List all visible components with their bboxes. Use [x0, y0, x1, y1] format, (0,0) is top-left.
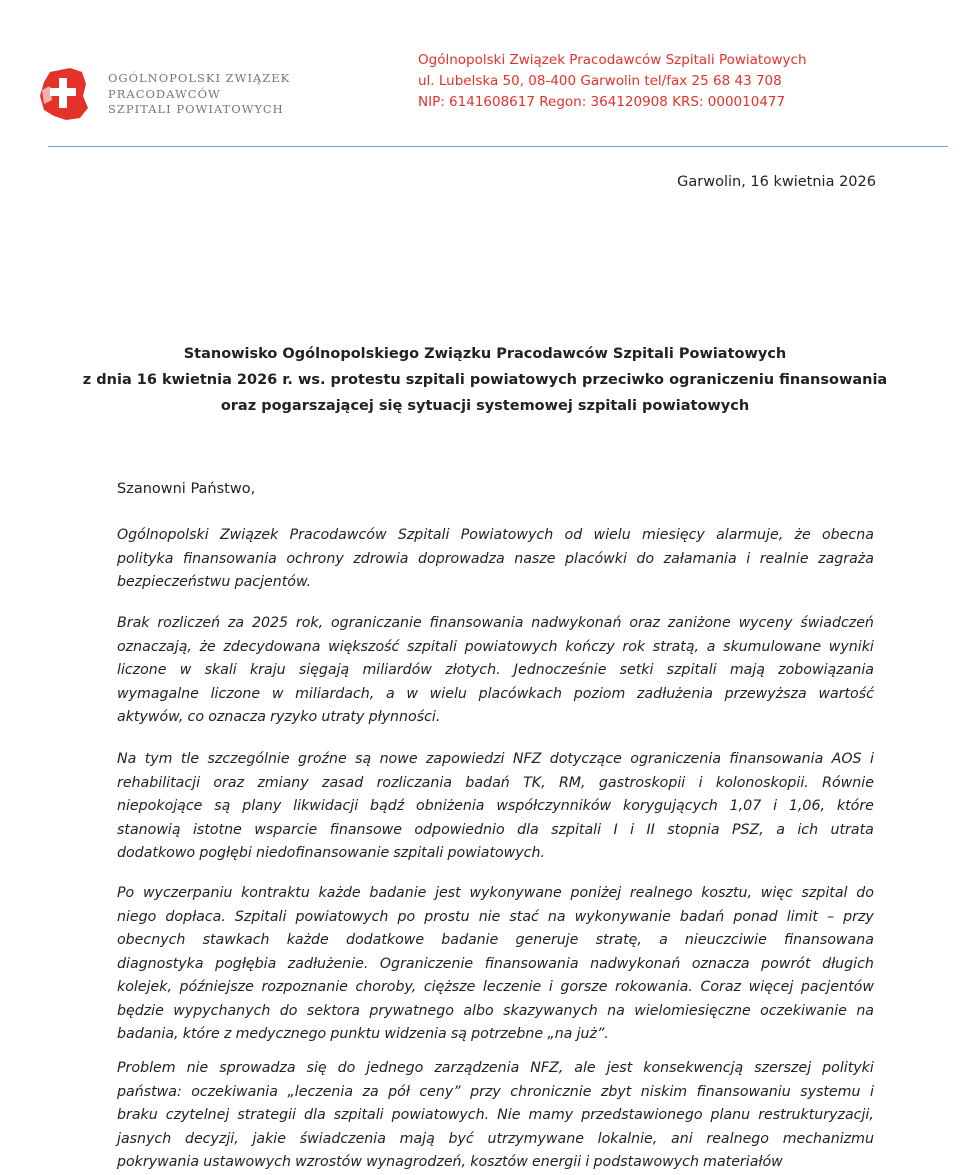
organization-info — [418, 50, 807, 113]
paragraph-line: braku czytelnej strategii dla szpitali powiatowych. Nie mamy przedstawionego planu restrukturyzacji, — [117, 1107, 874, 1123]
paragraph — [117, 612, 874, 730]
logo-wordmark — [108, 71, 290, 118]
paragraph — [117, 1057, 874, 1175]
paragraph-line: pokrywania ustawowych wzrostów wynagrodzeń, kosztów energii i podstawowych materiałów — [117, 1154, 783, 1170]
paragraph-line: aktywów, co oznacza ryzyko utraty płynności. — [117, 709, 441, 725]
logo-line: OGÓLNOPOLSKI ZWIĄZEK — [108, 71, 291, 85]
org-name: Ogólnopolski Związek Pracodawców Szpitali Powiatowych — [418, 52, 807, 68]
document-date: Garwolin, 16 kwietnia 2026 — [677, 174, 876, 190]
paragraph-line: niego dopłaca. Szpitali powiatowych po prostu nie stać na wykonywanie badań ponad limit – przy — [117, 908, 874, 925]
paragraph-line: diagnostyka pogłębia zadłużenie. Ograniczenie finansowania nadwykonań oznacza powrót długich — [117, 955, 874, 972]
paragraph — [117, 882, 874, 1047]
title-line: Stanowisko Ogólnopolskiego Związku Pracodawców Szpitali Powiatowych — [183, 346, 787, 362]
paragraph-line: dodatkowo pogłębi niedofinansowanie szpitali powiatowych. — [117, 845, 545, 861]
paragraph-line: kolejek, późniejsze rozpoznanie choroby, cięższe leczenie i gorsze rokowania. Coraz więcej pacjentów — [117, 979, 874, 995]
paragraph-line: bezpieczeństwu pacjentów. — [117, 574, 312, 590]
paragraph-line: stanowią istotne wsparcie finansowe odpowiednio dla szpitali I i II stopnia PSZ, a ich utrata — [117, 821, 874, 838]
paragraph-line: obecnych stawkach każde dodatkowe badanie generuje stratę, a nieuczciwie finansowana — [117, 932, 874, 948]
paragraph-line: jasnych decyzji, jakie świadczenia mają być utrzymywane lokalnie, ani realnego mechanizmu — [117, 1130, 874, 1147]
paragraph-line: niepokojące są plany likwidacji bądź obniżenia współczynników korygujących 1,07 i 1,06, które — [117, 798, 874, 814]
polish-map-cross-icon — [36, 66, 92, 122]
paragraph-line: Problem nie sprowadza się do jednego zarządzenia NFZ, ale jest konsekwencją szerszej polityki — [117, 1060, 874, 1076]
paragraph-line: oznaczają, że zdecydowana większość szpitali powiatowych kończy rok stratą, a skumulowane wyniki — [117, 638, 874, 655]
document-title — [0, 341, 970, 419]
title-line: oraz pogarszającej się sytuacji systemowej szpitali powiatowych — [220, 398, 750, 414]
org-registry: NIP: 6141608617 Regon: 364120908 KRS: 000010477 — [418, 94, 786, 110]
paragraph-line: Po wyczerpaniu kontraktu każde badanie jest wykonywane poniżej realnego kosztu, więc szpital do — [117, 885, 874, 901]
title-line: z dnia 16 kwietnia 2026 r. ws. protestu szpitali powiatowych przeciwko ograniczeniu finansowania — [82, 372, 888, 388]
paragraph-line: badania, które z medycznego punktu widzenia są potrzebne „na już”. — [117, 1026, 609, 1042]
paragraph-line: państwa: oczekiwania „leczenia za pół ceny” przy chronicznie zbyt niskim finansowaniu systemu i — [117, 1083, 874, 1100]
paragraph-line: rehabilitacji oraz zmiany zasad rozliczania badań TK, RM, gastroskopii i kolonoskopii. Równie — [117, 774, 874, 791]
paragraph-line: Ogólnopolski Związek Pracodawców Szpitali Powiatowych od wielu miesięcy alarmuje, że obecna — [117, 527, 874, 543]
paragraph — [117, 748, 874, 866]
paragraph-line: będzie wypychanych do sektora prywatnego albo skazywanych na wielomiesięczne oczekiwanie na — [117, 1002, 874, 1019]
paragraph-line: liczone w skali kraju sięgają miliardów złotych. Jednocześnie setki szpitali mają zobowiązania — [117, 662, 874, 678]
logo-line: PRACODAWCÓW — [108, 86, 221, 101]
paragraph — [117, 524, 874, 595]
salutation: Szanowni Państwo, — [117, 481, 256, 497]
org-address: ul. Lubelska 50, 08-400 Garwolin tel/fax 25 68 43 708 — [418, 73, 782, 89]
paragraph-line: polityka finansowania ochrony zdrowia doprowadza nasze placówki do załamania i realnie zagraża — [117, 550, 874, 567]
paragraph-line: Brak rozliczeń za 2025 rok, ograniczanie finansowania nadwykonań oraz zaniżone wyceny świadczeń — [117, 615, 874, 631]
paragraph-line: Na tym tle szczególnie groźne są nowe zapowiedzi NFZ dotyczące ograniczenia finansowania AOS i — [117, 751, 874, 767]
paragraph-line: wymagalne liczone w miliardach, a w wielu placówkach poziom zadłużenia przewyższa wartość — [117, 685, 874, 702]
logo-line: SZPITALI POWIATOWYCH — [108, 102, 284, 116]
header-divider — [48, 146, 948, 147]
